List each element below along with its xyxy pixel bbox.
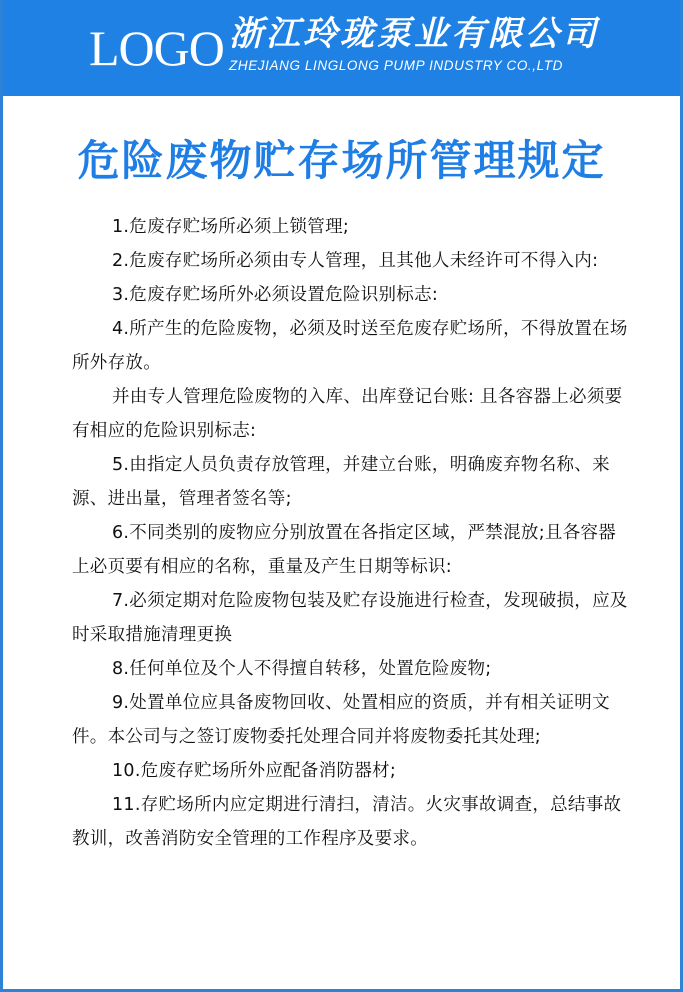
regulation-item: 7.必须定期对危险废物包装及贮存设施进行检查，发现破损，应及时采取措施清理更换: [72, 591, 628, 645]
company-name-en: ZHEJIANG LINGLONG PUMP INDUSTRY CO.,LTD: [229, 58, 563, 73]
regulation-item: 9.处置单位应具备废物回收、处置相应的资质，并有相关证明文件。本公司与之签订废物委托处理合同并将废物委托其处理;: [72, 693, 610, 747]
logo: LOGO: [89, 20, 224, 76]
regulations-list: [72, 210, 632, 856]
regulation-item: 11.存贮场所内应定期进行清扫，清洁。火灾事故调查，总结事故教训，改善消防安全管理的工作程序及要求。: [72, 795, 622, 849]
regulation-item: 并由专人管理危险废物的入库、出库登记台账: 且各容器上必须要有相应的危险识别标志:: [72, 387, 623, 441]
company-name: [229, 14, 599, 75]
regulation-item: 3.危废存贮场所外必须设置危险识别标志:: [112, 285, 439, 305]
regulation-item: 5.由指定人员负责存放管理，并建立台账，明确废弃物名称、来源、进出量，管理者签名等;: [72, 455, 610, 509]
page-title: 危险废物贮存场所管理规定: [77, 136, 606, 185]
regulation-item: 8.任何单位及个人不得擅自转移，处置危险废物;: [112, 659, 492, 679]
regulation-item: 2.危废存贮场所必须由专人管理，且其他人未经许可不得入内:: [112, 251, 599, 271]
regulation-item: 6.不同类别的废物应分别放置在各指定区域，严禁混放;且各容器上必页要有相应的名称，重量及产生日期等标识:: [72, 523, 617, 577]
header-banner: [3, 0, 680, 96]
regulation-item: 1.危废存贮场所必须上锁管理;: [112, 217, 350, 237]
regulation-item: 10.危废存贮场所外应配备消防器材;: [112, 761, 397, 781]
company-name-cn: 浙江玲珑泵业有限公司: [229, 14, 599, 54]
regulation-item: 4.所产生的危险废物，必须及时送至危废存贮场所，不得放置在场所外存放。: [72, 319, 628, 373]
